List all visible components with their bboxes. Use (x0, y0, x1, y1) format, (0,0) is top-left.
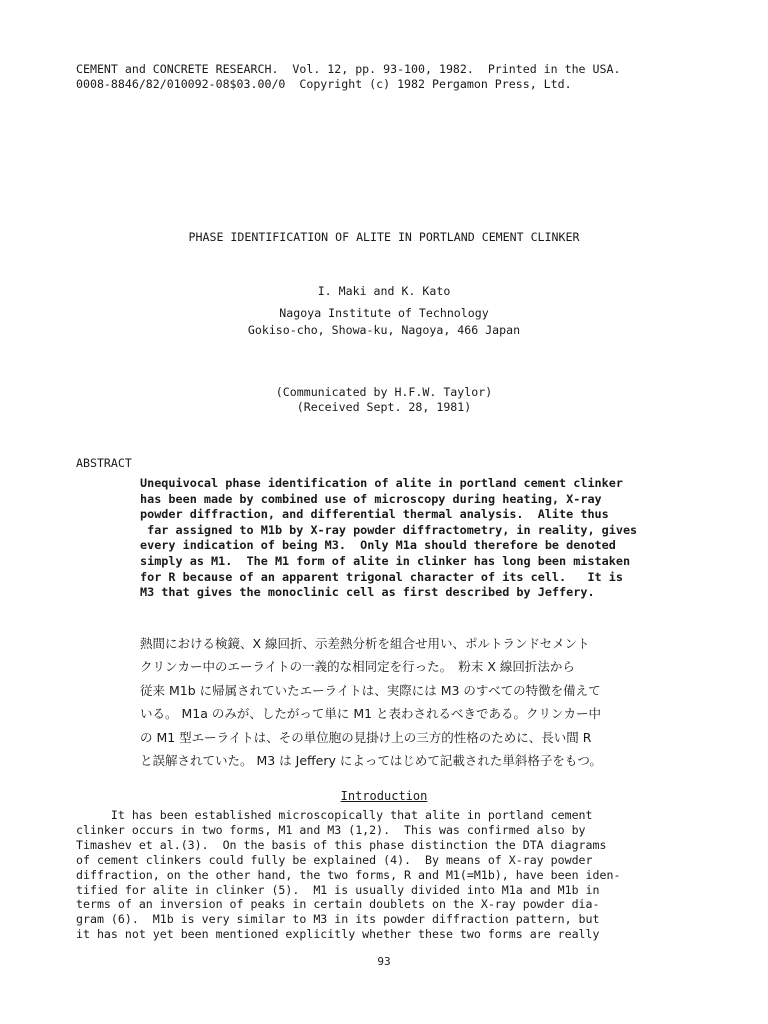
abstract-line: powder diffraction, and differential thermal analysis. Alite thus (140, 507, 609, 522)
page-number: 93 (377, 955, 391, 968)
body-line: it has not yet been mentioned explicitly whether these two forms are really (76, 927, 600, 942)
body-line: clinker occurs in two forms, M1 and M3 (1,2). This was confirmed also by (76, 822, 586, 837)
japanese-abstract (140, 632, 700, 772)
body-line: diffraction, on the other hand, the two forms, R and M1(=M1b), have been iden- (76, 867, 621, 882)
japanese-abstract-line: 熱間における検鏡、X 線回折、示差熱分析を組合せ用い、ポルトランドセメント (140, 636, 590, 651)
abstract-line: far assigned to M1b by X-ray powder diffractometry, in reality, gives (140, 522, 638, 537)
body-line: Timashev et al.(3). On the basis of this phase distinction the DTA diagrams (76, 837, 607, 852)
author-block (0, 283, 768, 339)
journal-header (76, 62, 620, 92)
abstract-line: Unequivocal phase identification of alite in portland cement clinker (140, 476, 623, 490)
abstract-line: for R because of an apparent trigonal character of its cell. It is (140, 569, 623, 584)
address: Gokiso-cho, Showa-ku, Nagoya, 466 Japan (247, 323, 521, 337)
japanese-abstract-line: 従来 M1b に帰属されていたエーライトは、実際には M3 のすべての特徴を備えて (140, 682, 601, 698)
paper-title: PHASE IDENTIFICATION OF ALITE IN PORTLAND CEMENT CLINKER (188, 230, 580, 244)
japanese-abstract-line: いる。 M1a のみが、したがって単に M1 と表わされるべきである。クリンカー中 (140, 706, 602, 722)
body-line: terms of an inversion of peaks in certain doublets on the X-ray powder dia- (76, 897, 600, 912)
japanese-abstract-line: の M1 型エーライトは、その単位胞の見掛け上の三方的性格のために、長い間 R (140, 729, 592, 745)
authors: I. Maki and K. Kato (317, 284, 451, 298)
abstract (140, 476, 680, 601)
header-line-2: 0008-8846/82/010092-08$03.00/0 Copyright (c) 1982 Pergamon Press, Ltd. (76, 77, 572, 91)
header-line-1: CEMENT and CONCRETE RESEARCH. Vol. 12, pp. 93-100, 1982. Printed in the USA. (76, 62, 621, 76)
affiliation: Nagoya Institute of Technology (279, 306, 489, 320)
section-heading (0, 785, 768, 804)
body-line: It has been established microscopically that alite in portland cement (76, 808, 593, 822)
received-date: (Received Sept. 28, 1981) (296, 400, 472, 414)
introduction-body (76, 808, 676, 942)
abstract-label: ABSTRACT (76, 456, 132, 470)
communicated-by: (Communicated by H.F.W. Taylor) (275, 385, 493, 399)
japanese-abstract-line: と誤解されていた。 M3 は Jeffery によってはじめて記載された単斜格子をもつ。 (140, 753, 602, 769)
abstract-line: has been made by combined use of microscopy during heating, X-ray (140, 491, 602, 506)
abstract-line: every indication of being M3. Only M1a should therefore be denoted (140, 538, 616, 553)
japanese-abstract-line: クリンカー中のエーライトの一義的な相同定を行った。 粉末 X 線回折法から (140, 659, 575, 675)
abstract-line: M3 that gives the monoclinic cell as first described by Jeffery. (140, 585, 595, 600)
abstract-line: simply as M1. The M1 form of alite in clinker has long been mistaken (140, 553, 631, 568)
body-line: tified for alite in clinker (5). M1 is usually divided into M1a and M1b in (76, 882, 600, 897)
body-line: gram (6). M1b is very similar to M3 in its powder diffraction pattern, but (76, 912, 600, 927)
body-line: of cement clinkers could fully be explained (4). By means of X-ray powder (76, 852, 593, 867)
introduction-heading: Introduction (340, 789, 428, 803)
communication-block (0, 385, 768, 415)
